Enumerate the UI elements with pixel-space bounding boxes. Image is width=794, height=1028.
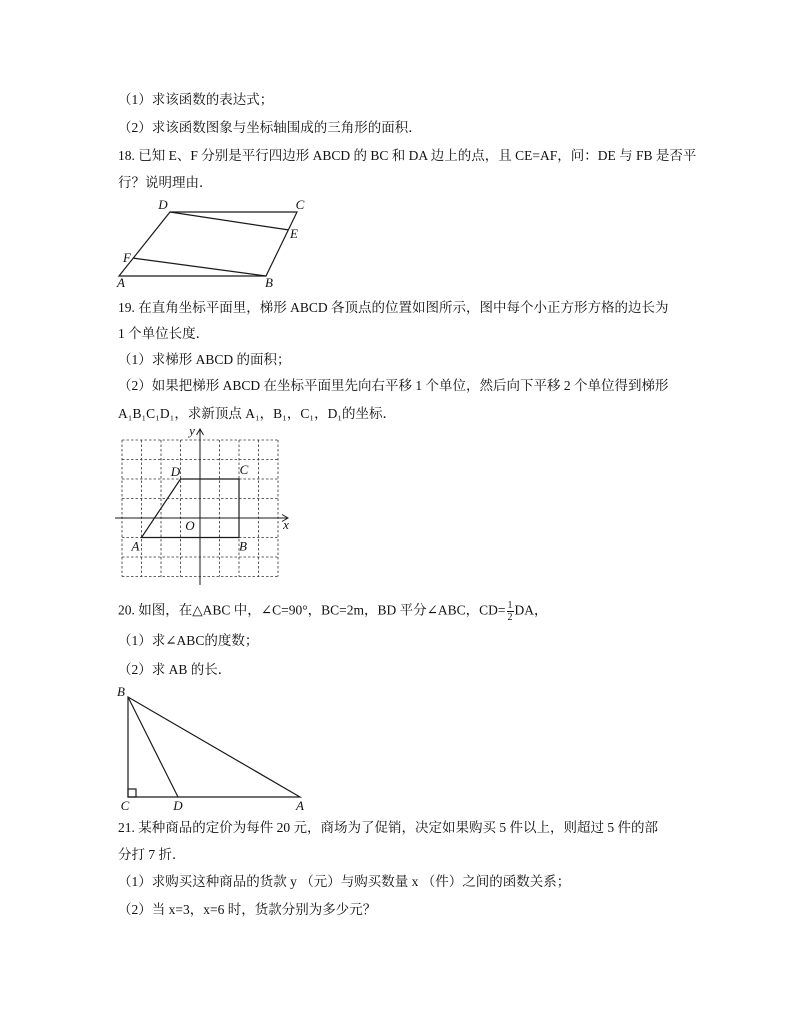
segment-de [170,212,288,230]
right-triangle-figure [112,684,312,814]
q20-part2: （2）求 AB 的长． [118,662,232,677]
q19-stem-line1: 19. 在直角坐标平面里，梯形 ABCD 各顶点的位置如图所示，图中每个小正方形方格的边长为 [118,300,669,315]
q20-stem-tail: DA， [514,602,548,618]
q21-part2: （2）当 x=3，x=6 时，货款分别为多少元？ [118,902,377,917]
vertex-label-c: C [239,462,249,477]
right-angle-marker [128,789,136,797]
label-origin: O [185,518,195,533]
q19-part1: （1）求梯形 ABCD 的面积； [118,352,291,367]
q19-stem-line2: 1 个单位长度． [118,326,210,341]
q21-stem-line2: 分打 7 折． [118,847,186,862]
fraction-denominator: 2 [507,612,513,623]
label-a: A [296,798,304,813]
label-a: A [117,275,125,290]
triangle-abc [128,697,300,797]
label-b: B [117,684,125,699]
fraction-one-half [507,600,514,623]
q18-stem-line2: 行？说明理由． [118,175,213,190]
segment-fb [133,258,266,276]
q20-part1: （1）求∠ABC的度数； [118,633,259,648]
label-c: C [120,798,130,813]
fraction-numerator: 1 [507,600,513,611]
q20-stem-text: 20. 如图，在△ABC 中，∠C=90°，BC=2m，BD 平分∠ABC，CD= [118,602,506,618]
label-b: B [265,275,273,290]
parallelogram-abcd [119,212,297,276]
q21-part1: （1）求购买这种商品的货款 y （元）与购买数量 x （件）之间的函数关系； [118,874,571,889]
vertex-label-d: D [170,464,181,479]
q17-part1: （1）求该函数的表达式； [118,92,274,107]
label-e: E [290,226,298,241]
parallelogram-figure [112,196,312,292]
q19-part2-line1: （2）如果把梯形 ABCD 在坐标平面里先向右平移 1 个单位，然后向下平移 2 个单位得到梯形 [118,378,669,393]
q17-part2: （2）求该函数图象与坐标轴围成的三角形的面积． [118,120,422,135]
q18-stem-line1: 18. 已知 E、F 分别是平行四边形 ABCD 的 BC 和 DA 边上的点，且 CE=AF，问：DE 与 FB 是否平 [118,148,697,163]
label-d: D [173,798,183,813]
vertex-label-b: B [239,538,247,554]
q20-stem [118,600,548,623]
q19-part2-line2: A₁B₁C₁D₁，求新顶点 A₁，B₁，C₁，D₁的坐标． [118,406,397,421]
label-x-axis: x [283,517,289,532]
label-f: F [123,250,131,265]
label-d: D [158,197,168,212]
q21-stem-line1: 21. 某种商品的定价为每件 20 元，商场为了促销，决定如果购买 5 件以上，则超过 5 件的部 [118,820,658,835]
coordinate-grid-figure [110,424,296,586]
vertex-label-a: A [131,538,140,554]
label-y-axis: y [189,423,195,438]
label-c: C [295,197,305,212]
